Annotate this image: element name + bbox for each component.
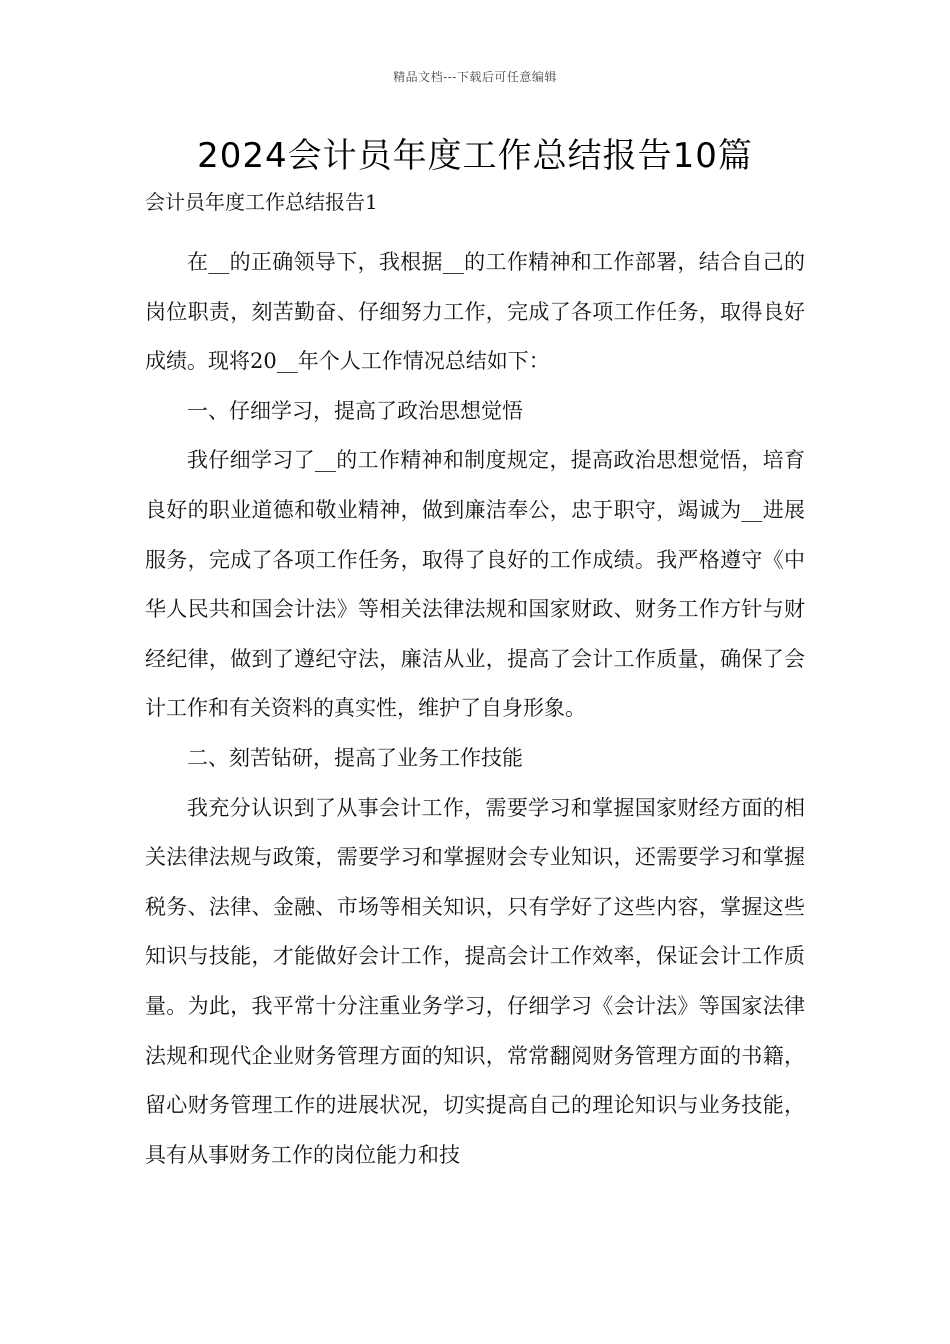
paragraph-section-2: 我充分认识到了从事会计工作，需要学习和掌握国家财经方面的相关法律法规与政策，需要学习和掌握财会专业知识，还需要学习和掌握税务、法律、金融、市场等相关知识，只有学好了这些内容，掌握这些知识与技能，才能做好会计工作，提高会计工作效率，保证会计工作质量。为此，我平常十分注重业务学习，仔细学习《会计法》等国家法律法规和现代企业财务管理方面的知识，常常翻阅财务管理方面的书籍，留心财务管理工作的进展状况，切实提高自己的理论知识与业务技能，具有从事财务工作的岗位能力和技 [145, 795, 805, 1167]
section-subtitle: 会计员年度工作总结报告1 [145, 190, 378, 214]
paragraph-section-1: 我仔细学习了__的工作精神和制度规定，提高政治思想觉悟，培育良好的职业道德和敬业精神，做到廉洁奉公，忠于职守，竭诚为__进展服务，完成了各项工作任务，取得了良好的工作成绩。我严格遵守《中华人民共和国会计法》等相关法律法规和国家财政、财务工作方针与财经纪律，做到了遵纪守法，廉洁从业，提高了会计工作质量，确保了会计工作和有关资料的真实性，维护了自身形象。 [145, 448, 805, 721]
section-heading-2: 二、刻苦钻研，提高了业务工作技能 [187, 745, 523, 770]
paragraph-intro: 在__的正确领导下，我根据__的工作精神和工作部署，结合自己的岗位职责，刻苦勤奋、仔细努力工作，完成了各项工作任务，取得良好成绩。现将20__年个人工作情况总结如下： [145, 250, 805, 374]
header-note: 精品文档---下载后可任意编辑 [393, 70, 557, 84]
document-title: 2024会计员年度工作总结报告10篇 [197, 136, 753, 176]
section-heading-1: 一、仔细学习，提高了政治思想觉悟 [187, 398, 523, 423]
document-body [145, 188, 805, 1180]
